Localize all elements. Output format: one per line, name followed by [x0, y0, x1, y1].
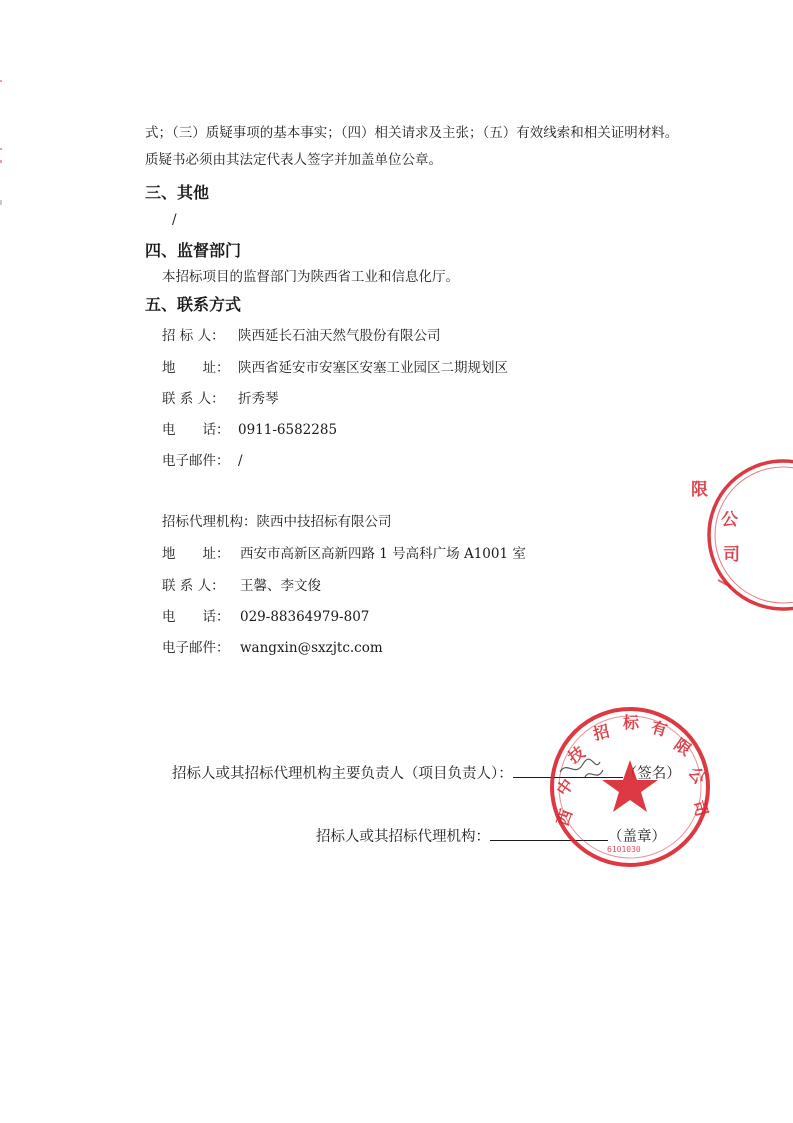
section3-title: 三、其他	[145, 183, 210, 202]
seal-star-icon	[602, 760, 658, 812]
agency-address: 西安市高新区高新四路 1 号高科广场 A1001 室	[240, 546, 526, 562]
section4-content: 本招标项目的监督部门为陕西省工业和信息化厅。	[162, 269, 459, 285]
svg-text:西: 西	[552, 806, 577, 829]
leader-signature-label: 招标人或其招标代理机构主要负责人（项目负责人）：	[172, 766, 513, 782]
agency-address-label: 地 址：	[162, 546, 230, 562]
svg-text:有: 有	[648, 717, 670, 741]
agency-phone-row	[162, 608, 369, 626]
svg-text:限: 限	[670, 734, 695, 760]
agency-name-label: 招标代理机构：	[162, 514, 257, 530]
agency-phone: 029-88364979-807	[240, 609, 370, 625]
agency-name: 陕西中技招标有限公司	[256, 514, 392, 530]
agency-contact-label: 联 系 人：	[162, 578, 225, 594]
agency-email-label: 电子邮件：	[162, 640, 230, 656]
agency-contact-row	[162, 577, 321, 595]
tenderer-email-label: 电子邮件：	[162, 453, 230, 469]
tenderer-phone-row	[162, 421, 337, 439]
partial-seal-char-3: 司	[723, 545, 740, 565]
section5-title: 五、联系方式	[145, 295, 242, 314]
tenderer-name-row	[162, 327, 441, 345]
agency-address-row	[162, 545, 526, 563]
svg-text:招: 招	[591, 721, 612, 744]
tenderer-name-label: 招 标 人：	[162, 328, 225, 344]
section4-title: 四、监督部门	[145, 241, 242, 260]
svg-text:技: 技	[564, 742, 589, 768]
org-seal-label: 招标人或其招标代理机构：	[316, 829, 490, 845]
section3-content: /	[172, 212, 177, 228]
tenderer-contact-label: 联 系 人：	[162, 391, 225, 407]
svg-text:标: 标	[623, 713, 640, 732]
seal-code: 6101030	[607, 845, 641, 854]
agency-email-row	[162, 639, 383, 657]
svg-text:司: 司	[689, 798, 712, 819]
scan-edge-marks	[0, 0, 4, 1123]
agency-name-row	[162, 513, 392, 531]
section2-line2: 质疑书必须由其法定代表人签字并加盖单位公章。	[145, 152, 442, 168]
tenderer-phone: 0911-6582285	[238, 422, 338, 438]
leader-signature-suffix: （签名）	[622, 766, 681, 782]
org-seal-suffix: （盖章）	[608, 829, 666, 845]
tenderer-contact-row	[162, 390, 279, 408]
agency-phone-label: 电 话：	[162, 609, 230, 625]
section2-line1: 式；（三）质疑事项的基本事实；（四）相关请求及主张；（五）有效线索和相关证明材料。	[145, 125, 679, 141]
tenderer-address-row	[162, 359, 508, 377]
company-seal-stamp	[545, 702, 715, 872]
svg-text:限	[691, 480, 708, 500]
tenderer-name: 陕西延长石油天然气股份有限公司	[238, 328, 441, 344]
agency-email: wangxin@sxzjtc.com	[240, 640, 383, 656]
tenderer-address-label: 地 址：	[162, 360, 230, 376]
partial-seal-stamp	[683, 455, 793, 615]
partial-seal-char-2: 公	[721, 510, 738, 530]
tenderer-address: 陕西省延安市安塞区安塞工业园区二期规划区	[238, 360, 508, 376]
svg-text:中: 中	[552, 775, 578, 800]
tenderer-email-row	[162, 452, 243, 470]
agency-contact: 王馨、李文俊	[240, 578, 321, 594]
tenderer-email: /	[238, 453, 243, 469]
partial-seal-char-1: 限	[691, 480, 708, 500]
tenderer-phone-label: 电 话：	[162, 422, 230, 438]
tenderer-contact: 折秀琴	[238, 391, 279, 407]
svg-text:公: 公	[684, 763, 710, 788]
